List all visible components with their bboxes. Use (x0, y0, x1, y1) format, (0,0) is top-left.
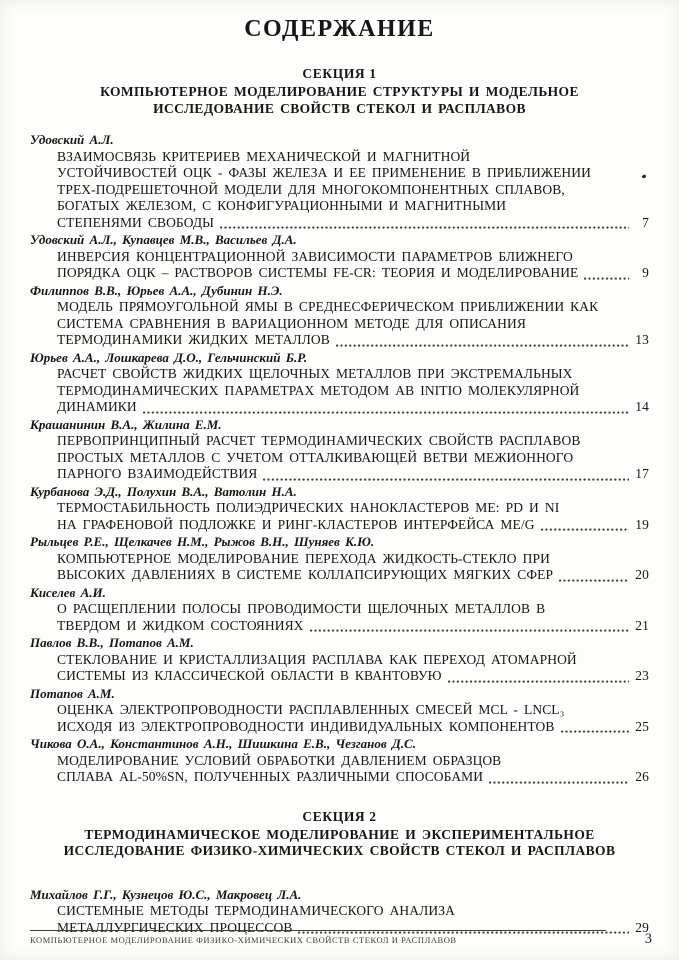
entry-authors: Юрьев А.А., Лошкарева Д.О., Гельчинский Б.Р. (30, 349, 308, 365)
entry-title-text: МЕТАЛЛУРГИЧЕСКИХ ПРОЦЕССОВ (57, 919, 293, 935)
entry-authors: Михайлов Г.Г., Кузнецов Ю.С., Макровец Л.А. (30, 886, 302, 902)
entry-title-line: СИСТЕМА СРАВНЕНИЯ В ВАРИАЦИОННОМ МЕТОДЕ ДЛЯ ОПИСАНИЯ (57, 315, 526, 331)
entry-title-line (30, 618, 649, 635)
toc-entry (30, 350, 649, 416)
entry-title-line (30, 719, 649, 736)
entry-title-line: ТЕРМОСТАБИЛЬНОСТЬ ПОЛИЭДРИЧЕСКИХ НАНОКЛАСТЕРОВ ME: PD И NI (57, 500, 560, 515)
entry-page-number: 7 (642, 214, 649, 230)
entry-title-line: БОГАТЫХ ЖЕЛЕЗОМ, С КОНФИГУРАЦИОННЫМИ И МАГНИТНЫМИ (57, 198, 507, 213)
entry-page-number: 21 (635, 617, 649, 633)
entry-title-line: УСТОЙЧИВОСТЕЙ ОЦК - ФАЗЫ ЖЕЛЕЗА И ЕЕ ПРИМЕНЕНИЕ В ПРИБЛИЖЕНИИ (57, 165, 591, 180)
entry-page-number: 13 (635, 332, 649, 347)
entry-title-line: МОДЕЛЬ ПРЯМОУГОЛЬНОЙ ЯМЫ В СРЕДНЕСФЕРИЧЕСКОМ ПРИБЛИЖЕНИИ КАК (57, 299, 599, 314)
page-title: СОДЕРЖАНИЕ (244, 16, 435, 42)
entry-title-line (30, 517, 649, 534)
toc-section (30, 65, 649, 786)
entry-page-number: 29 (635, 919, 649, 935)
entry-page-number: 20 (635, 567, 649, 582)
toc-entry (30, 283, 649, 349)
entry-authors: Удовский А.Л. (30, 132, 114, 147)
entry-list (30, 132, 649, 786)
entry-title-line: ПЕРВОПРИНЦИПНЫЙ РАСЧЕТ ТЕРМОДИНАМИЧЕСКИХ СВОЙСТВ РАСПЛАВОВ (57, 433, 581, 448)
entry-title-text: ПОРЯДКА ОЦК – РАСТВОРОВ СИСТЕМЫ FE-CR: ТЕОРИЯ И МОДЕЛИРОВАНИЕ (57, 265, 579, 280)
entry-title-text: СПЛАВА AL-50%SN, ПОЛУЧЕННЫХ РАЗЛИЧНЫМИ СПОСОБАМИ (57, 769, 484, 784)
dot-leader (541, 526, 629, 531)
dot-leader (336, 342, 629, 347)
entry-title-line (30, 332, 649, 349)
entry-title-text: СИСТЕМЫ ИЗ КЛАССИЧЕСКОЙ ОБЛАСТИ В КВАНТОВУЮ (57, 668, 442, 683)
dot-leader (220, 224, 629, 229)
entry-title-text: ВЫСОКИХ ДАВЛЕНИЯХ В СИСТЕМЕ КОЛЛАПСИРУЮЩИХ МЯГКИХ СФЕР (57, 567, 554, 582)
section-title-line: ИССЛЕДОВАНИЕ СВОЙСТВ СТЕКОЛ И РАСПЛАВОВ (153, 100, 526, 116)
toc-entry (30, 132, 649, 231)
entry-title-line: МОДЕЛИРОВАНИЕ УСЛОВИЙ ОБРАБОТКИ ДАВЛЕНИЕМ ОБРАЗЦОВ (57, 752, 502, 768)
page-number: 3 (644, 931, 652, 947)
entry-title-line (30, 769, 649, 786)
section-title-line: ТЕРМОДИНАМИЧЕСКОЕ МОДЕЛИРОВАНИЕ И ЭКСПЕРИМЕНТАЛЬНОЕ (84, 826, 595, 842)
entry-list (30, 887, 649, 937)
entry-title-line: КОМПЬЮТЕРНОЕ МОДЕЛИРОВАНИЕ ПЕРЕХОДА ЖИДКОСТЬ-СТЕКЛО ПРИ (57, 550, 550, 566)
dot-leader (263, 476, 629, 481)
entry-title-line: ПРОСТЫХ МЕТАЛЛОВ С УЧЕТОМ ОТТАЛКИВАЮЩЕЙ ВЕТВИ МЕЖИОННОГО (57, 449, 574, 465)
footer-rule (30, 930, 606, 931)
section-title (30, 84, 649, 117)
section-label: СЕКЦИЯ 1 (302, 66, 377, 81)
dot-leader (561, 728, 629, 733)
entry-title-line: ВЗАИМОСВЯЗЬ КРИТЕРИЕВ МЕХАНИЧЕСКОЙ И МАГНИТНОЙ (57, 148, 471, 164)
entry-authors: Киселев А.И. (30, 584, 106, 600)
entry-title-line (30, 399, 649, 416)
entry-page-number: 17 (635, 466, 649, 481)
entry-title-line: СТЕКЛОВАНИЕ И КРИСТАЛЛИЗАЦИЯ РАСПЛАВА КАК ПЕРЕХОД АТОМАРНОЙ (57, 651, 577, 667)
entry-title-line (30, 567, 649, 584)
entry-title-line: РАСЧЕТ СВОЙСТВ ЖИДКИХ ЩЕЛОЧНЫХ МЕТАЛЛОВ ПРИ ЭКСТРЕМАЛЬНЫХ (57, 366, 573, 381)
entry-title-line: ИНВЕРСИЯ КОНЦЕНТРАЦИОННОЙ ЗАВИСИМОСТИ ПАРАМЕТРОВ БЛИЖНЕГО (57, 248, 573, 264)
entry-title-line (30, 466, 649, 483)
entry-authors: Филиппов В.В., Юрьев А.А., Дубинин Н.Э. (30, 282, 283, 298)
dot-leader (448, 678, 629, 683)
entry-title-line: ТЕРМОДИНАМИЧЕСКИХ ПАРАМЕТРАХ МЕТОДОМ AB INITIO МОЛЕКУЛЯРНОЙ (57, 382, 580, 398)
entry-page-number: 25 (635, 718, 649, 734)
entry-page-number: 14 (635, 399, 649, 414)
entry-title-text: ДИНАМИКИ (57, 399, 137, 414)
dot-leader (310, 627, 629, 632)
entry-authors: Павлов В.В., Потапов А.М. (30, 635, 194, 650)
entry-authors: Крашанинин В.А., Жилина Е.М. (30, 416, 222, 432)
dot-leader (143, 409, 629, 414)
page-footer (30, 930, 652, 946)
entry-title-line: ОЦЕНКА ЭЛЕКТРОПРОВОДНОСТИ РАСПЛАВЛЕННЫХ СМЕСЕЙ MCL - LNCL₃ (57, 702, 565, 717)
entry-title-text: ТВЕРДОМ И ЖИДКОМ СОСТОЯНИЯХ (57, 617, 304, 633)
toc-entry (30, 534, 649, 584)
entry-page-number: 26 (635, 769, 649, 784)
entry-title-line (30, 215, 649, 232)
dot-leader (489, 779, 629, 784)
dot-leader (584, 275, 629, 280)
entry-title-line: О РАСЩЕПЛЕНИИ ПОЛОСЫ ПРОВОДИМОСТИ ЩЕЛОЧНЫХ МЕТАЛЛОВ В (57, 601, 546, 616)
entry-title-text: ИСХОДЯ ИЗ ЭЛЕКТРОПРОВОДНОСТИ ИНДИВИДУАЛЬНЫХ КОМПОНЕНТОВ (57, 718, 555, 734)
entry-title-text: ПАРНОГО ВЗАИМОДЕЙСТВИЯ (57, 466, 258, 481)
toc-sections (30, 65, 649, 936)
entry-title-line (30, 668, 649, 685)
footer-left (30, 930, 606, 945)
entry-page-number: 23 (635, 668, 649, 683)
toc-entry (30, 484, 649, 534)
toc-entry (30, 686, 649, 736)
footer-running-title: КОМПЬЮТЕРНОЕ МОДЕЛИРОВАНИЕ ФИЗИКО-ХИМИЧЕСКИХ СВОЙСТВ СТЕКОЛ И РАСПЛАВОВ (30, 935, 457, 945)
entry-title-line: СИСТЕМНЫЕ МЕТОДЫ ТЕРМОДИНАМИЧЕСКОГО АНАЛИЗА (57, 903, 455, 918)
section-title-line: ИССЛЕДОВАНИЕ ФИЗИКО-ХИМИЧЕСКИХ СВОЙСТВ СТЕКОЛ И РАСПЛАВОВ (63, 843, 616, 858)
entry-title-line (30, 265, 649, 282)
toc-entry (30, 635, 649, 685)
entry-page-number: 19 (635, 516, 649, 532)
entry-authors: Курбанова Э.Д., Полухин В.А., Ватолин Н.А. (30, 483, 297, 499)
entry-authors: Чикова О.А., Константинов А.Н., Шишкина Е.В., Чезганов Д.С. (30, 736, 416, 751)
toc-entry (30, 887, 649, 937)
toc-entry (30, 417, 649, 483)
entry-authors: Рыльцев Р.Е., Щелкачев Н.М., Рыжов В.Н., Шуняев К.Ю. (30, 534, 375, 549)
entry-title-text: СТЕПЕНЯМИ СВОБОДЫ (57, 214, 215, 230)
entry-title-line: ТРЕХ-ПОДРЕШЕТОЧНОЙ МОДЕЛИ ДЛЯ МНОГОКОМПОНЕНТНЫХ СПЛАВОВ, (57, 181, 565, 197)
entry-page-number: 9 (642, 265, 649, 280)
toc-entry (30, 232, 649, 282)
section-label: СЕКЦИЯ 2 (302, 808, 377, 824)
dot-leader (559, 577, 629, 582)
toc-entry (30, 585, 649, 635)
toc-section (30, 808, 649, 937)
entry-title-text: ТЕРМОДИНАМИКИ ЖИДКИХ МЕТАЛЛОВ (57, 332, 330, 347)
entry-authors: Потапов А.М. (30, 685, 115, 701)
section-title (30, 827, 649, 860)
section-title-line: КОМПЬЮТЕРНОЕ МОДЕЛИРОВАНИЕ СТРУКТУРЫ И МОДЕЛЬНОЕ (100, 84, 579, 99)
entry-authors: Удовский А.Л., Купавцев М.В., Васильев Д.А. (30, 232, 297, 247)
entry-title-text: НА ГРАФЕНОВОЙ ПОДЛОЖКЕ И РИНГ-КЛАСТЕРОВ ИНТЕРФЕЙСА ME/G (57, 516, 535, 532)
toc-entry (30, 736, 649, 786)
